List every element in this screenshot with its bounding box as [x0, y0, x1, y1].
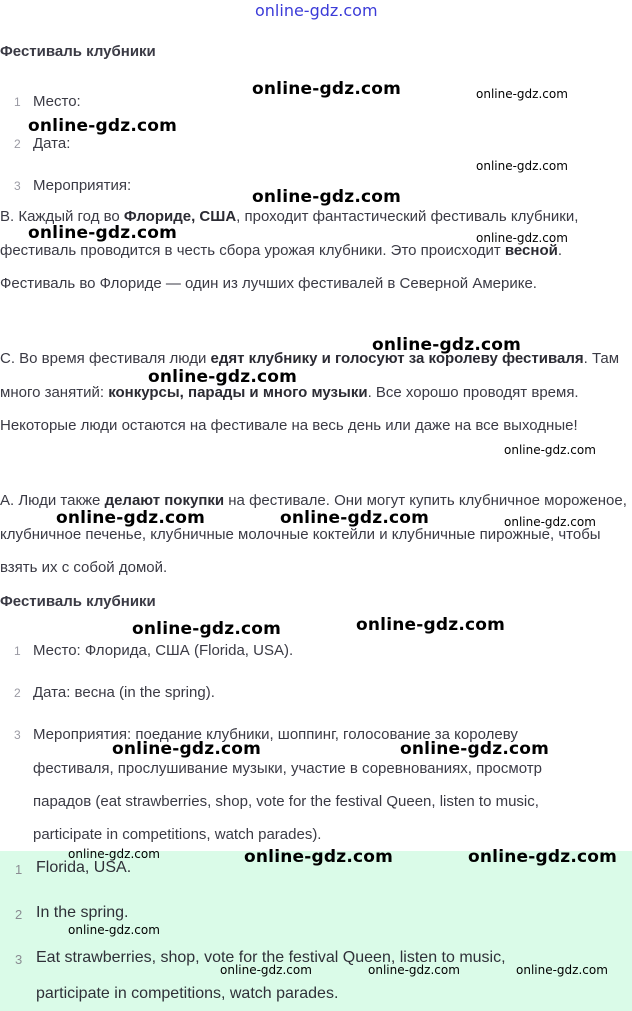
item-label: Место: Флорида, США (Florida, USA). — [33, 642, 294, 659]
item-number: 1 — [14, 95, 21, 109]
list-item — [0, 135, 300, 155]
watermark: online-gdz.com — [280, 508, 430, 528]
item-label: Дата: — [33, 135, 71, 152]
item-label-continued: participate in competitions, watch parades). — [33, 826, 322, 843]
item-number: 3 — [14, 728, 21, 742]
paragraph-text: B. Каждый год во — [0, 208, 124, 225]
answer-item-continued — [0, 985, 600, 1007]
answer-text: Florida, USA. — [36, 859, 132, 876]
paragraph-bold: весной — [504, 241, 558, 259]
item-label-continued: парадов (eat strawberries, shop, vote for the festival Queen, listen to music, — [33, 793, 539, 810]
item-label: Мероприятия: поедание клубники, шоппинг, голосование за королеву — [33, 726, 518, 743]
paragraph-b — [0, 200, 630, 301]
watermark: online-gdz.com — [252, 79, 402, 99]
watermark: online-gdz.com — [68, 847, 160, 861]
item-number: 3 — [14, 179, 21, 193]
answer-text: Eat strawberries, shop, vote for the festival Queen, listen to music, — [36, 949, 506, 966]
list-item — [0, 642, 600, 662]
watermark: online-gdz.com — [68, 923, 160, 937]
watermark: online-gdz.com — [476, 231, 568, 245]
watermark: online-gdz.com — [400, 739, 550, 759]
paragraph-text: A. Люди также — [0, 492, 105, 509]
watermark: online-gdz.com — [504, 443, 596, 457]
watermark: online-gdz.com — [372, 335, 522, 355]
item-label: Дата: весна (in the spring). — [33, 684, 215, 701]
watermark: online-gdz.com — [28, 116, 178, 136]
watermark: online-gdz.com — [516, 963, 608, 977]
watermark: online-gdz.com — [368, 963, 460, 977]
paragraph-c — [0, 342, 630, 443]
watermark: online-gdz.com — [28, 223, 178, 243]
paragraph-text: . Все хорошо проводят время. Некоторые люди остаются на фестивале на весь день или даже на все выходные! — [0, 383, 579, 435]
watermark: online-gdz.com — [220, 963, 312, 977]
answer-number: 3 — [15, 952, 23, 967]
watermark: online-gdz.com — [252, 187, 402, 207]
paragraph-a — [0, 484, 630, 585]
section-title: Фестиваль клубники — [0, 593, 156, 610]
watermark: online-gdz.com — [148, 367, 298, 387]
watermark: online-gdz.com — [476, 159, 568, 173]
answer-text: In the spring. — [36, 904, 129, 921]
paragraph-bold: Флориде, США — [123, 208, 237, 225]
paragraph-text: , проходит фантастический фестиваль клубники, фестиваль проводится в честь сбора урожая клубники. Это происходит — [0, 208, 579, 259]
answer-text: participate in competitions, watch parades. — [36, 985, 339, 1002]
item-label: Место: — [33, 93, 81, 110]
paragraph-text: C. Во время фестиваля люди — [0, 350, 211, 367]
answer-number: 2 — [15, 907, 23, 922]
paragraph-bold: делают покупки — [104, 492, 225, 509]
watermark-top: online-gdz.com — [255, 1, 378, 20]
paragraph-text: . Фестиваль во Флориде — один из лучших фестивалей в Северной Америке. — [0, 241, 563, 293]
watermark: online-gdz.com — [468, 847, 618, 867]
watermark: online-gdz.com — [244, 847, 394, 867]
section-title: Фестиваль клубники — [0, 43, 156, 60]
watermark: online-gdz.com — [356, 615, 506, 635]
item-number: 1 — [14, 644, 21, 658]
watermark: online-gdz.com — [112, 739, 262, 759]
paragraph-text: на фестивале. Они могут купить клубничное мороженое, клубничное печенье, клубничные молочные коктейли и клубничные пирожные, чтобы взять их с собой домой. — [0, 492, 627, 577]
watermark: online-gdz.com — [56, 508, 206, 528]
paragraph-bold: конкурсы, парады и много музыки — [108, 383, 368, 401]
item-label-continued: фестиваля, прослушивание музыки, участие в соревнованиях, просмотр — [33, 760, 542, 777]
watermark: online-gdz.com — [476, 87, 568, 101]
item-number: 2 — [14, 686, 21, 700]
list-item — [0, 684, 600, 704]
paragraph-bold: едят клубнику и голосуют за королеву фестиваля — [210, 350, 584, 367]
answer-number: 1 — [15, 862, 23, 877]
watermark: online-gdz.com — [132, 619, 282, 639]
item-label: Мероприятия: — [33, 177, 132, 194]
watermark: online-gdz.com — [504, 515, 596, 529]
item-number: 2 — [14, 137, 21, 151]
paragraph-text: . Там много занятий: — [0, 350, 620, 401]
